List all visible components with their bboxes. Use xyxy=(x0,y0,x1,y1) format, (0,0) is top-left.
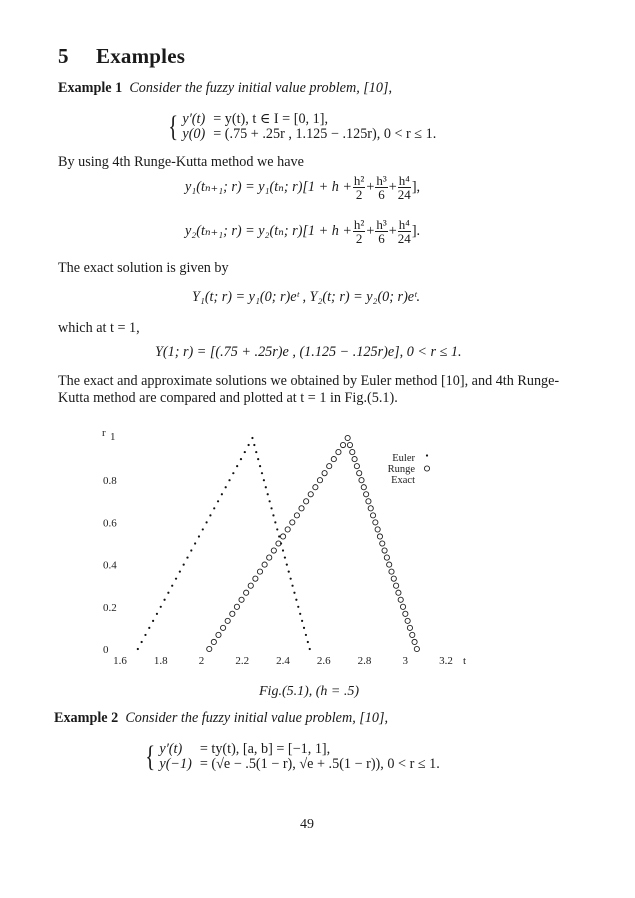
x-tick-label: 3 xyxy=(402,655,408,667)
euler-point xyxy=(290,578,292,580)
rk-equation-1: y₁(tₙ₊₁; r) = y₁(tₙ; r)[1 + h + $\frac{\text{h²}}{2}$ + $\frac{\text{h³}}{6}$ + $\frac{\text{h⁴}}{24}$ ], xyxy=(185,173,421,202)
euler-point xyxy=(303,627,305,629)
runge-point xyxy=(317,478,322,483)
y-tick-label: 0.4 xyxy=(103,559,117,572)
euler-point xyxy=(167,592,169,594)
runge-point xyxy=(375,527,380,532)
euler-point xyxy=(175,578,177,580)
euler-point xyxy=(255,451,257,453)
runge-point xyxy=(403,611,408,616)
runge-point xyxy=(308,492,313,497)
x-tick-label: 3.2 xyxy=(439,655,453,667)
runge-point xyxy=(410,632,415,637)
runge-point xyxy=(340,442,345,447)
runge-point xyxy=(384,555,389,560)
runge-point xyxy=(304,499,309,504)
fraction-h3-over-6: $\frac{\text{h³}}{6}$ xyxy=(376,173,387,202)
fraction-h4-over-24: $\frac{\text{h⁴}}{24}$ xyxy=(397,217,411,246)
runge-point xyxy=(299,506,304,511)
fraction-h3-over-6: $\frac{\text{h³}}{6}$ xyxy=(376,217,387,246)
euler-point xyxy=(202,528,204,530)
euler-point xyxy=(274,521,276,523)
exact-intro: The exact solution is given by xyxy=(58,260,229,276)
euler-point xyxy=(137,648,139,650)
rk-equation-2: y₂(tₙ₊₁; r) = y₂(tₙ; r)[1 + h + $\frac{\text{h²}}{2}$ + $\frac{\text{h³}}{6}$ + $\frac{\text{h⁴}}{24}$ ]. xyxy=(185,217,421,246)
runge-point xyxy=(347,442,352,447)
euler-point xyxy=(248,444,250,446)
solution-at-t1-equation: Y(1; r) = [(.75 + .25r)e , (1.125 − .125r)e], 0 < r ≤ 1. xyxy=(155,344,462,360)
euler-point xyxy=(236,465,238,467)
runge-point xyxy=(345,435,350,440)
legend-label-runge: Runge xyxy=(387,464,415,475)
runge-point xyxy=(262,562,267,567)
fraction-h2-over-2: $\frac{\text{h²}}{2}$ xyxy=(353,173,365,202)
euler-point xyxy=(163,599,165,601)
y-tick-label: 0.2 xyxy=(103,601,117,614)
euler-point xyxy=(305,634,307,636)
example1-label: Example 1 xyxy=(58,80,123,96)
y-tick-label: 0 xyxy=(103,644,109,656)
left-brace: { xyxy=(168,110,179,143)
y-tick-label: 0.8 xyxy=(103,475,117,488)
euler-point xyxy=(291,585,293,587)
euler-point xyxy=(276,528,278,530)
legend-label-euler: Euler xyxy=(392,453,415,464)
euler-point xyxy=(190,549,192,551)
euler-point xyxy=(179,571,181,573)
runge-point xyxy=(382,548,387,553)
series-euler xyxy=(137,437,311,650)
y-axis-label: r xyxy=(102,427,106,439)
runge-point xyxy=(336,449,341,454)
runge-point xyxy=(271,548,276,553)
euler-point xyxy=(205,521,207,523)
euler-point xyxy=(272,514,274,516)
runge-point xyxy=(280,534,285,539)
x-tick-label: 2.2 xyxy=(235,655,250,667)
euler-point xyxy=(307,641,309,643)
euler-point xyxy=(288,571,290,573)
runge-point xyxy=(290,520,295,525)
section-number: 5 xyxy=(58,44,69,68)
example2-text: Consider the fuzzy initial value problem, [10], xyxy=(125,710,389,726)
euler-point xyxy=(261,472,263,474)
runge-point xyxy=(377,534,382,539)
x-tick-label: 2.4 xyxy=(276,655,290,667)
euler-point xyxy=(209,514,211,516)
at-t1-text: which at t = 1, xyxy=(58,320,140,336)
runge-point xyxy=(394,583,399,588)
example2-statement xyxy=(54,710,388,727)
runge-point xyxy=(368,506,373,511)
legend-label-exact: Exact xyxy=(391,475,415,486)
system-row2-lhs: y(−1) xyxy=(159,756,192,772)
runge-point xyxy=(373,520,378,525)
runge-point xyxy=(294,513,299,518)
legend-marker-runge xyxy=(424,466,429,471)
euler-point xyxy=(267,493,269,495)
runge-point xyxy=(211,639,216,644)
runge-point xyxy=(389,569,394,574)
euler-point xyxy=(152,620,154,622)
system-row1-rhs: = y(t), t ∈ I = [0, 1], xyxy=(213,111,329,127)
runge-point xyxy=(248,583,253,588)
runge-point xyxy=(352,457,357,462)
euler-point xyxy=(244,451,246,453)
y-tick-label: 1 xyxy=(110,431,116,443)
euler-point xyxy=(265,486,267,488)
euler-point xyxy=(228,479,230,481)
runge-point xyxy=(405,618,410,623)
runge-point xyxy=(414,646,419,651)
euler-point xyxy=(141,641,143,643)
section-title: Examples xyxy=(96,44,186,68)
euler-point xyxy=(171,585,173,587)
runge-point xyxy=(327,464,332,469)
example2-system xyxy=(143,742,440,772)
runge-point xyxy=(225,618,230,623)
euler-point xyxy=(299,613,301,615)
runge-point xyxy=(234,604,239,609)
fraction-h2-over-2: $\frac{\text{h²}}{2}$ xyxy=(353,217,365,246)
euler-point xyxy=(186,556,188,558)
euler-point xyxy=(225,486,227,488)
runge-point xyxy=(285,527,290,532)
euler-point xyxy=(217,500,219,502)
compare-line-2: Kutta method are compared and plotted at t = 1 in Fig.(5.1). xyxy=(58,390,398,406)
euler-point xyxy=(148,627,150,629)
euler-point xyxy=(257,458,259,460)
runge-point xyxy=(350,449,355,454)
figure-caption: Fig.(5.1), (h = .5) xyxy=(259,684,360,699)
runge-point xyxy=(220,625,225,630)
euler-point xyxy=(221,493,223,495)
runge-point xyxy=(370,513,375,518)
runge-point xyxy=(396,590,401,595)
x-tick-label: 2.8 xyxy=(357,655,372,667)
runge-point xyxy=(267,555,272,560)
runge-point xyxy=(230,611,235,616)
euler-point xyxy=(198,535,200,537)
runge-point xyxy=(357,471,362,476)
euler-point xyxy=(183,564,185,566)
x-tick-label: 1.8 xyxy=(153,655,168,667)
y-tick-label: 0.6 xyxy=(103,517,117,530)
euler-point xyxy=(301,620,303,622)
compare-line-1: The exact and approximate solutions we obtained by Euler method [10], and 4th Runge- xyxy=(58,373,560,389)
runge-point xyxy=(331,457,336,462)
example2-label: Example 2 xyxy=(54,710,119,726)
euler-point xyxy=(213,507,215,509)
runge-point xyxy=(207,646,212,651)
euler-point xyxy=(240,458,242,460)
example1-text: Consider the fuzzy initial value problem, [10], xyxy=(129,80,393,96)
exact-equation: Y₁(t; r) = y₁(0; r)eᵗ , Y₂(t; r) = y₂(0; r)eᵗ. xyxy=(192,289,421,305)
runge-point xyxy=(387,562,392,567)
system-row2-lhs: y(0) xyxy=(182,126,206,142)
euler-point xyxy=(269,500,271,502)
euler-point xyxy=(297,606,299,608)
runge-point xyxy=(216,632,221,637)
runge-point xyxy=(244,590,249,595)
runge-point xyxy=(359,478,364,483)
system-row1-lhs: y′(t) xyxy=(159,741,183,757)
system-row2-rhs: = (√e − .5(1 − r), √e + .5(1 − r)), 0 < r ≤ 1. xyxy=(199,756,440,772)
runge-point xyxy=(257,569,262,574)
runge-point xyxy=(253,576,258,581)
runge-point xyxy=(391,576,396,581)
page-number: 49 xyxy=(300,817,314,832)
euler-point xyxy=(251,437,253,439)
euler-point xyxy=(286,564,288,566)
system-row2-rhs: = (.75 + .25r , 1.125 − .125r), 0 < r ≤ 1. xyxy=(213,126,437,142)
rk-eq1-lhs: y₁(tₙ₊₁; r) = y₁(tₙ; r)[1 + h + xyxy=(185,179,352,195)
euler-point xyxy=(293,592,295,594)
legend-marker-euler xyxy=(426,454,428,456)
x-axis-label: t xyxy=(463,655,467,667)
euler-point xyxy=(284,556,286,558)
euler-point xyxy=(194,542,196,544)
runge-point xyxy=(400,604,405,609)
runge-point xyxy=(412,639,417,644)
x-tick-label: 2 xyxy=(198,655,205,667)
euler-point xyxy=(282,549,284,551)
runge-point xyxy=(313,485,318,490)
euler-point xyxy=(270,507,272,509)
euler-point xyxy=(156,613,158,615)
system-row1-rhs: = ty(t), [a, b] = [−1, 1], xyxy=(199,741,331,757)
runge-point xyxy=(366,499,371,504)
euler-point xyxy=(253,444,255,446)
runge-point xyxy=(380,541,385,546)
rk-intro: By using 4th Runge-Kutta method we have xyxy=(58,154,304,170)
legend xyxy=(388,453,430,486)
y-axis-tick-labels xyxy=(103,431,117,656)
runge-point xyxy=(398,597,403,602)
euler-point xyxy=(309,648,311,650)
x-tick-label: 1.6 xyxy=(113,655,127,667)
x-tick-label: 2.6 xyxy=(316,655,331,667)
runge-point xyxy=(354,464,359,469)
euler-point xyxy=(263,479,265,481)
euler-point xyxy=(160,606,162,608)
system-row1-lhs: y′(t) xyxy=(182,111,206,127)
runge-point xyxy=(322,471,327,476)
euler-point xyxy=(144,634,146,636)
runge-point xyxy=(364,492,369,497)
rk-eq2-lhs: y₂(tₙ₊₁; r) = y₂(tₙ; r)[1 + h + xyxy=(185,223,352,239)
euler-point xyxy=(259,465,261,467)
runge-point xyxy=(407,625,412,630)
left-brace: { xyxy=(145,740,156,773)
euler-point xyxy=(295,599,297,601)
euler-point xyxy=(278,535,280,537)
runge-point xyxy=(361,485,366,490)
euler-point xyxy=(232,472,234,474)
runge-point xyxy=(239,597,244,602)
x-axis-tick-labels xyxy=(113,655,453,667)
fraction-h4-over-24: $\frac{\text{h⁴}}{24}$ xyxy=(397,173,411,202)
